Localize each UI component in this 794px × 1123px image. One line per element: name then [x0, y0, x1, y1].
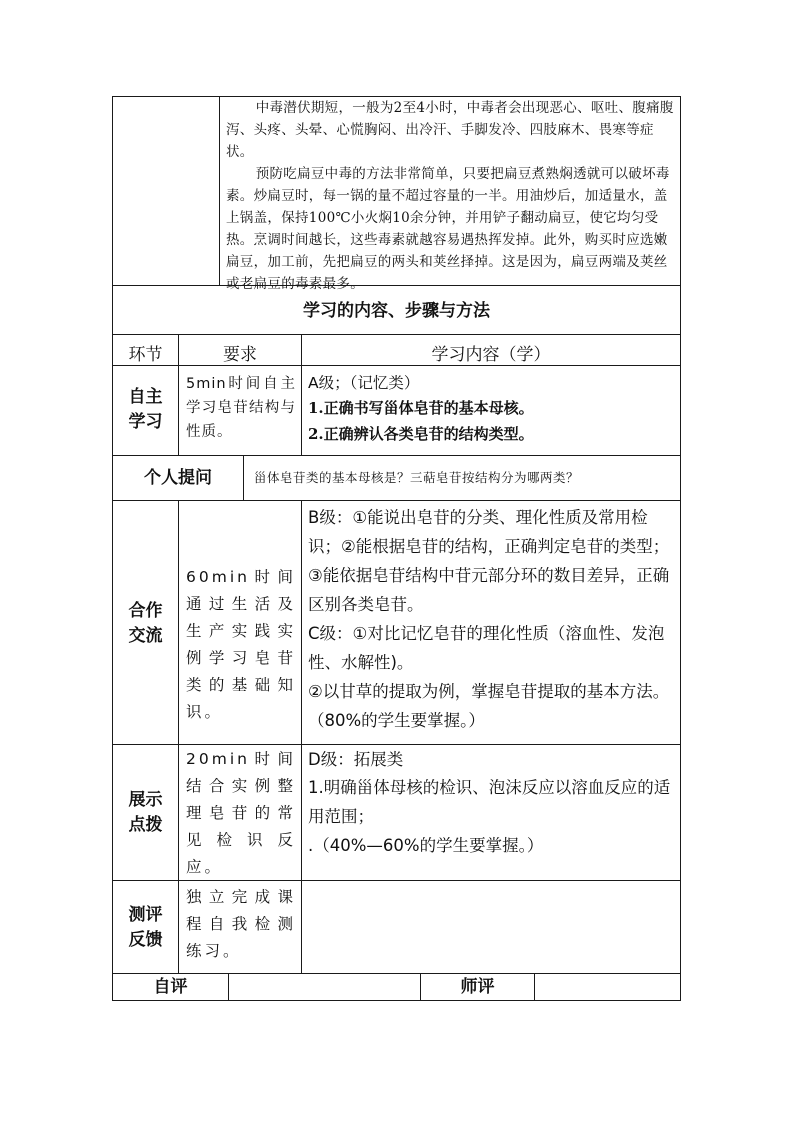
feedback-requirement: 独立完成课程自我检测练习。 — [186, 888, 296, 960]
intro-paragraph-2: 预防吃扁豆中毒的方法非常简单，只要把扁豆煮熟焖透就可以破坏毒素。炒扁豆时，每一锅的量不超过容量的一半。用油炒后，加适量水，盖上锅盖，保持100℃小火焖10余分钟，并用铲子翻动扁豆，使它均匀受热。烹调时间越长，这些毒素就越容易遇热挥发掉。此外，购买时应选嫩扁豆，加工前，先把扁豆的两头和荚丝择掉。这是因为，扁豆两端及荚丝或老扁豆的毒素最多。 — [226, 166, 670, 292]
teacher-evaluation-label: 师评 — [460, 977, 495, 997]
stage-label-line: 交流 — [128, 626, 163, 646]
stage-label-line: 合作 — [128, 601, 163, 621]
question-label: 个人提问 — [144, 468, 212, 488]
self-evaluation-label: 自评 — [153, 977, 188, 997]
level-c-text-1: C级：①对比记忆皂苷的理化性质（溶血性、发泡性、水解性)。 — [308, 624, 665, 672]
level-a-item-2: 2.正确辨认各类皂苷的结构类型。 — [308, 425, 534, 443]
stage-label-line: 点拨 — [128, 815, 163, 835]
stage-label-line: 反馈 — [128, 930, 163, 950]
stage-label-line: 展示 — [128, 790, 163, 810]
stage-label-line: 测评 — [128, 905, 163, 925]
column-header-content: 学习内容（学） — [431, 345, 551, 365]
stage-label-line: 自主 — [128, 387, 163, 407]
row-border — [112, 334, 681, 335]
row-border — [112, 744, 681, 745]
row-border — [112, 500, 681, 501]
mastery-note-40-60: .（40%—60%的学生要掌握。） — [308, 836, 544, 855]
intro-paragraph-1: 中毒潜伏期短，一般为2至4小时，中毒者会出现恶心、呕吐、腹痛腹泻、头疼、头晕、心慌胸闷、出冷汗、手脚发冷、四肢麻木、畏寒等症状。 — [226, 100, 674, 160]
display-requirement: 20min时间结合实例整理皂苷的常见检识反应。 — [186, 750, 296, 876]
row-border — [112, 1000, 681, 1001]
mastery-note-80: （80%的学生要掌握。） — [308, 711, 485, 730]
level-a-item-1: 1.正确书写甾体皂苷的基本母核。 — [308, 399, 534, 417]
stage-label-cooperation — [113, 599, 178, 649]
intro-text-cell — [226, 97, 676, 295]
stage-label-line: 学习 — [128, 412, 163, 432]
stage-label-feedback — [113, 903, 178, 953]
level-a-title: A级；（记忆类） — [308, 374, 420, 392]
col-border — [219, 96, 220, 285]
column-header-stage: 环节 — [128, 345, 163, 365]
self-study-content — [308, 371, 678, 447]
col-border — [243, 455, 244, 500]
stage-label-self-study — [113, 385, 178, 435]
level-c-text-2: ②以甘草的提取为例，掌握皂苷提取的基本方法。 — [308, 682, 670, 701]
question-text: 甾体皂苷类的基本母核是？三萜皂苷按结构分为哪两类？ — [254, 470, 580, 485]
section-title: 学习的内容、步骤与方法 — [303, 301, 490, 321]
cooperation-requirement: 60min时间通过生活及生产实践实例学习皂苷类的基础知识。 — [186, 568, 296, 721]
row-border — [112, 455, 681, 456]
level-d-title: D级：拓展类 — [308, 750, 404, 769]
row-border — [112, 365, 681, 366]
stage-label-display — [113, 788, 178, 838]
cooperation-content — [308, 503, 678, 735]
column-header-requirement: 要求 — [223, 345, 257, 365]
self-study-requirement: 5min时间自主学习皂苷结构与性质。 — [186, 376, 296, 440]
self-evaluation-field[interactable] — [229, 974, 420, 1000]
col-border — [301, 500, 302, 973]
teacher-evaluation-field[interactable] — [535, 974, 680, 1000]
level-b-text: B级：①能说出皂苷的分类、理化性质及常用检识；②能根据皂苷的结构，正确判定皂苷的类型；③能依据皂苷结构中苷元部分环的数目差异，正确区别各类皂苷。 — [308, 508, 670, 614]
col-border — [112, 96, 113, 1001]
col-border — [178, 500, 179, 973]
col-border — [680, 96, 681, 1001]
level-d-item-1: 1.明确甾体母核的检识、泡沫反应以溶血反应的适用范围； — [308, 778, 671, 826]
display-content — [308, 747, 678, 860]
